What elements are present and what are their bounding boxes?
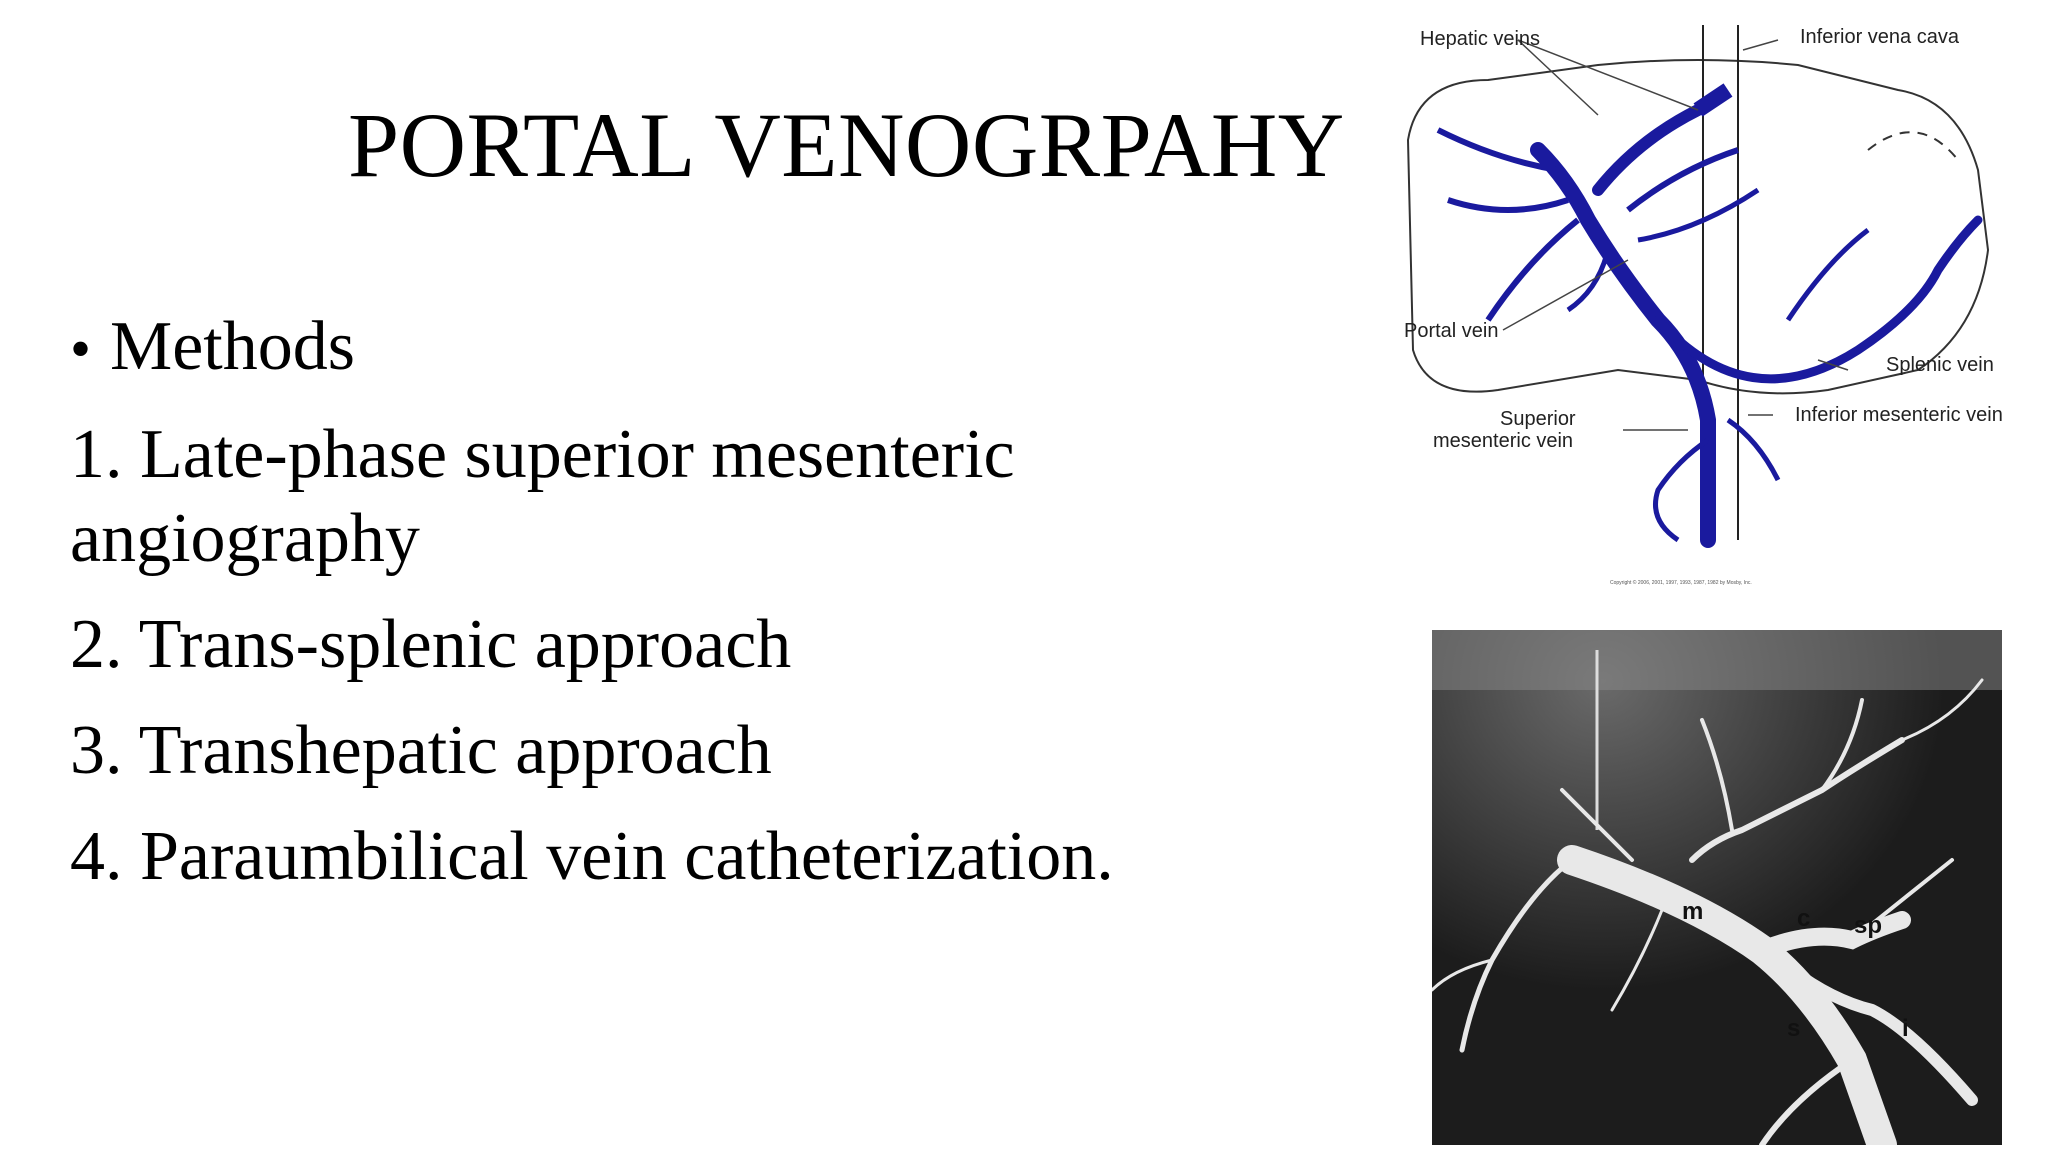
- method-item-2: 2. Trans-splenic approach: [70, 606, 792, 683]
- label-inferior-mesenteric: Inferior mesenteric vein: [1795, 404, 2003, 426]
- xray-drawing: [1432, 630, 2002, 1145]
- label-hepatic-veins: Hepatic veins: [1420, 28, 1541, 50]
- diagram-drawing: [1398, 20, 2028, 600]
- portal-vein-diagram: [1398, 20, 2028, 600]
- leader-hepatic: [1518, 40, 1598, 115]
- hepatic-vein: [1598, 110, 1698, 190]
- venogram-xray-image: [1432, 630, 2002, 1145]
- xray-label-c: c: [1797, 905, 1811, 932]
- xray-label-m: m: [1682, 898, 1704, 925]
- branch-6: [1638, 190, 1758, 240]
- method-item-1: 1. Late-phase superior mesenteric angiography: [70, 416, 1015, 577]
- branch-2: [1448, 200, 1568, 210]
- label-mesenteric-vein: mesenteric vein: [1433, 430, 1574, 452]
- label-superior: Superior: [1500, 408, 1576, 430]
- dashed-outline: [1868, 132, 1958, 160]
- label-splenic-vein: Splenic vein: [1886, 354, 1994, 376]
- xray-label-i: i: [1902, 1015, 1909, 1042]
- bullet-icon: •: [70, 316, 92, 382]
- leader-ivc: [1743, 40, 1778, 50]
- imv-branch: [1728, 420, 1778, 480]
- bullet-label: Methods: [110, 308, 355, 385]
- method-item-3: 3. Transhepatic approach: [70, 712, 772, 789]
- leader-hepatic-2: [1518, 40, 1698, 110]
- slide-body: [70, 305, 1370, 921]
- label-ivc: Inferior vena cava: [1800, 26, 1959, 48]
- diagram-copyright: Copyright © 2006, 2001, 1997, 1993, 1987, 1982 by Mosby, Inc.: [1610, 580, 1752, 586]
- branch-7: [1788, 230, 1868, 320]
- branch-5: [1628, 150, 1738, 210]
- branch-3: [1488, 220, 1578, 320]
- xray-label-sp: sp: [1854, 912, 1883, 939]
- bullet-item: [70, 305, 1370, 391]
- xray-label-s: s: [1787, 1015, 1801, 1042]
- branch-4: [1568, 250, 1608, 310]
- method-item-4: 4. Paraumbilical vein catheterization.: [70, 818, 1114, 895]
- slide-title: PORTAL VENOGRPAHY: [348, 94, 1345, 196]
- label-portal-vein: Portal vein: [1404, 320, 1499, 342]
